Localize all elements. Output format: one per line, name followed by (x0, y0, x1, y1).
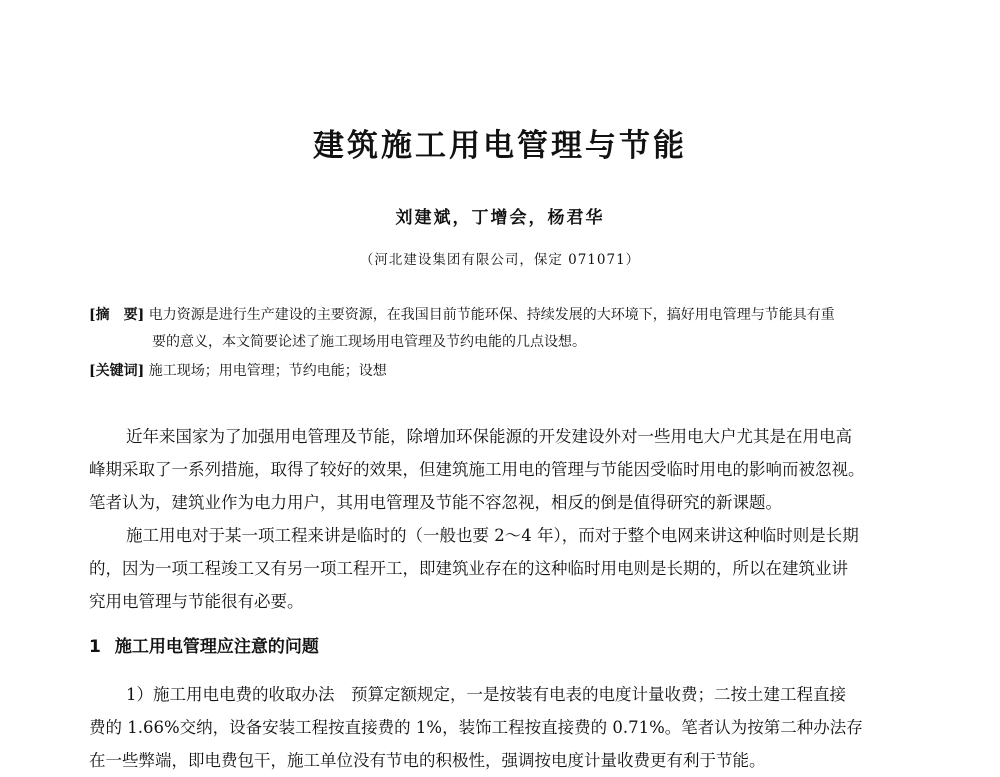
paragraph-line: 费的 1.66%交纳，设备安装工程按直接费的 1%，装饰工程按直接费的 0.71%。笔者认为按第二种办法存 (89, 718, 863, 737)
section-number: 1 (89, 637, 101, 657)
paragraph-line: 1）施工用电电费的收取办法 预算定额规定，一是按装有电表的电度计量收费；二按土建工程直接 (126, 685, 846, 704)
body-paragraph-2 (89, 519, 917, 618)
paragraph-line: 施工用电对于某一项工程来讲是临时的（一般也要 2～4 年），而对于整个电网来讲这种临时则是长期 (126, 526, 859, 545)
body-paragraph-1 (89, 420, 917, 519)
paper-title: 建筑施工用电管理与节能 (313, 128, 687, 164)
keywords-tag: [关键词] (89, 363, 145, 379)
section-heading-1 (89, 632, 319, 657)
abstract (89, 302, 915, 356)
author-list: 刘建斌，丁增会，杨君华 (395, 208, 605, 228)
abstract-tag: [摘 要] (89, 307, 145, 323)
paragraph-line: 究用电管理与节能很有必要。 (89, 592, 304, 611)
paragraph-line: 近年来国家为了加强用电管理及节能，除增加环保能源的开发建设外对一些用电大户尤其是在用电高 (126, 427, 852, 446)
keywords-text: 施工现场；用电管理；节约电能；设想 (148, 363, 387, 379)
paragraph-line: 在一些弊端，即电费包干，施工单位没有节电的积极性，强调按电度计量收费更有利于节能。 (89, 751, 766, 770)
abstract-line-1: 电力资源是进行生产建设的主要资源，在我国目前节能环保、持续发展的大环境下，搞好用电管理与节能具有重 (148, 307, 835, 323)
paragraph-line: 峰期采取了一系列措施，取得了较好的效果，但建筑施工用电的管理与节能因受临时用电的影响而被忽视。 (89, 460, 865, 479)
paragraph-line: 笔者认为，建筑业作为电力用户，其用电管理及节能不容忽视，相反的倒是值得研究的新课题。 (89, 493, 782, 512)
paragraph-line: 的，因为一项工程竣工又有另一项工程开工，即建筑业存在的这种临时用电则是长期的，所以在建筑业讲 (89, 559, 848, 578)
abstract-line-2: 要的意义，本文简要论述了施工现场用电管理及节约电能的几点设想。 (152, 334, 586, 350)
section-title: 施工用电管理应注意的问题 (114, 637, 319, 657)
section-1-paragraph (89, 678, 917, 777)
keywords (89, 358, 915, 385)
affiliation: （河北建设集团有限公司，保定 071071） (359, 252, 641, 268)
